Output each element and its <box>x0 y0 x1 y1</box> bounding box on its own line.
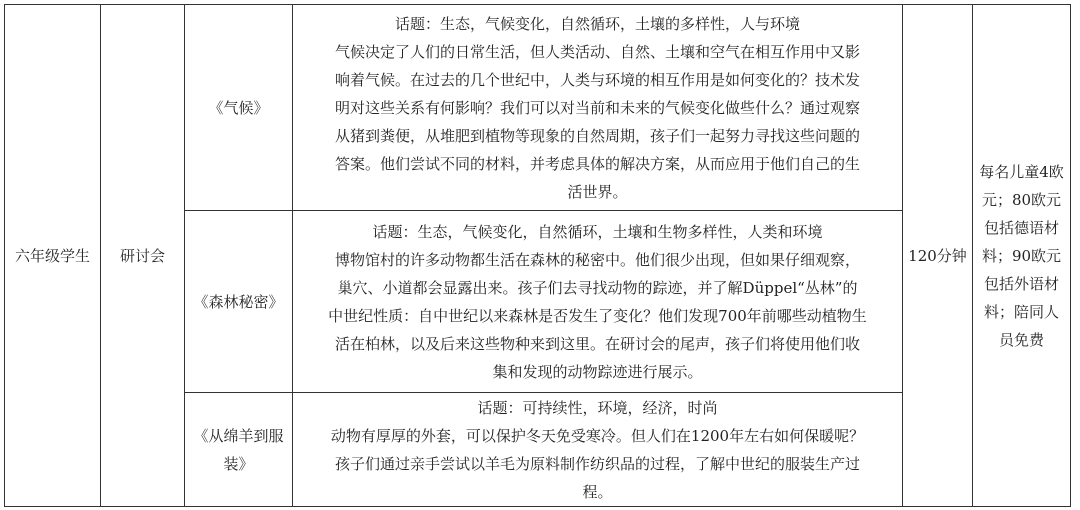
workshop-description-forest <box>293 211 903 393</box>
description-line: 话题：生态，气候变化，自然循环，土壤的多样性，人与环境 <box>394 14 800 33</box>
price-line: 料；陪同人 <box>983 302 1059 321</box>
description-line: 巢穴、小道都会显露出来。孩子们去寻找动物的踪迹，并了解Düppel“丛林”的 <box>337 278 858 297</box>
price-line: 元；80欧元 <box>981 190 1062 209</box>
description-line: 从猪到粪便，从堆肥到植物等现象的自然周期，孩子们一起努力寻找这些问题的 <box>334 126 860 145</box>
description-line: 孩子们通过亲手尝试以羊毛为原料制作纺织品的过程，了解中世纪的服装生产过 <box>334 454 860 473</box>
price-line: 料；90欧元 <box>981 246 1062 265</box>
description-line: 响着气候。在过去的几个世纪中，人类与环境的相互作用是如何变化的？技术发 <box>334 70 860 89</box>
workshop-title-line: 《从绵羊到服 <box>193 426 284 445</box>
description-line: 话题：可持续性，环境，经济，时尚 <box>477 398 718 417</box>
workshop-title-forest <box>185 211 293 393</box>
description-line: 动物有厚厚的外套，可以保护冬天免受寒冷。但人们在1200年左右如何保暖呢？ <box>330 426 865 445</box>
workshop-title-climate <box>185 5 293 211</box>
workshop-title-line: 《森林秘密》 <box>193 292 284 311</box>
description-line: 博物馆村的许多动物都生活在森林的秘密中。他们很少出现，但如果仔细观察， <box>334 250 860 269</box>
price-line: 包括德语材 <box>983 218 1059 237</box>
description-line: 活世界。 <box>567 182 628 201</box>
price-line: 包括外语材 <box>983 274 1059 293</box>
description-line: 程。 <box>582 482 613 501</box>
price-line: 员免费 <box>998 330 1044 349</box>
description-line: 明对这些关系有何影响？我们可以对当前和未来的气候变化做些什么？通过观察 <box>334 98 860 117</box>
price-cell <box>973 5 1071 507</box>
table-row <box>5 5 1071 211</box>
description-line: 中世纪性质：自中世纪以来森林是否发生了变化？他们发现700年前哪些动植物生 <box>328 306 867 325</box>
description-line: 气候决定了人们的日常生活，但人类活动、自然、土壤和空气在相互作用中又影 <box>334 42 860 61</box>
description-line: 活在柏林，以及后来这些物种来到这里。在研讨会的尾声，孩子们将使用他们收 <box>334 334 860 353</box>
duration-cell: 120分钟 <box>903 5 973 507</box>
grade-cell: 六年级学生 <box>5 5 101 507</box>
description-line: 答案。他们尝试不同的材料，并考虑具体的解决方案，从而应用于他们自己的生 <box>334 154 860 173</box>
description-line: 话题：生态，气候变化，自然循环，土壤和生物多样性，人类和环境 <box>372 222 823 241</box>
workshop-title-line: 装》 <box>223 454 254 473</box>
description-line: 集和发现的动物踪迹进行展示。 <box>492 362 703 381</box>
program-table <box>4 4 1071 507</box>
price-line: 每名儿童4欧 <box>979 162 1064 181</box>
workshop-title-sheep <box>185 393 293 507</box>
workshop-description-climate <box>293 5 903 211</box>
format-cell: 研讨会 <box>101 5 185 507</box>
workshop-description-sheep <box>293 393 903 507</box>
workshop-title-line: 《气候》 <box>208 98 269 117</box>
